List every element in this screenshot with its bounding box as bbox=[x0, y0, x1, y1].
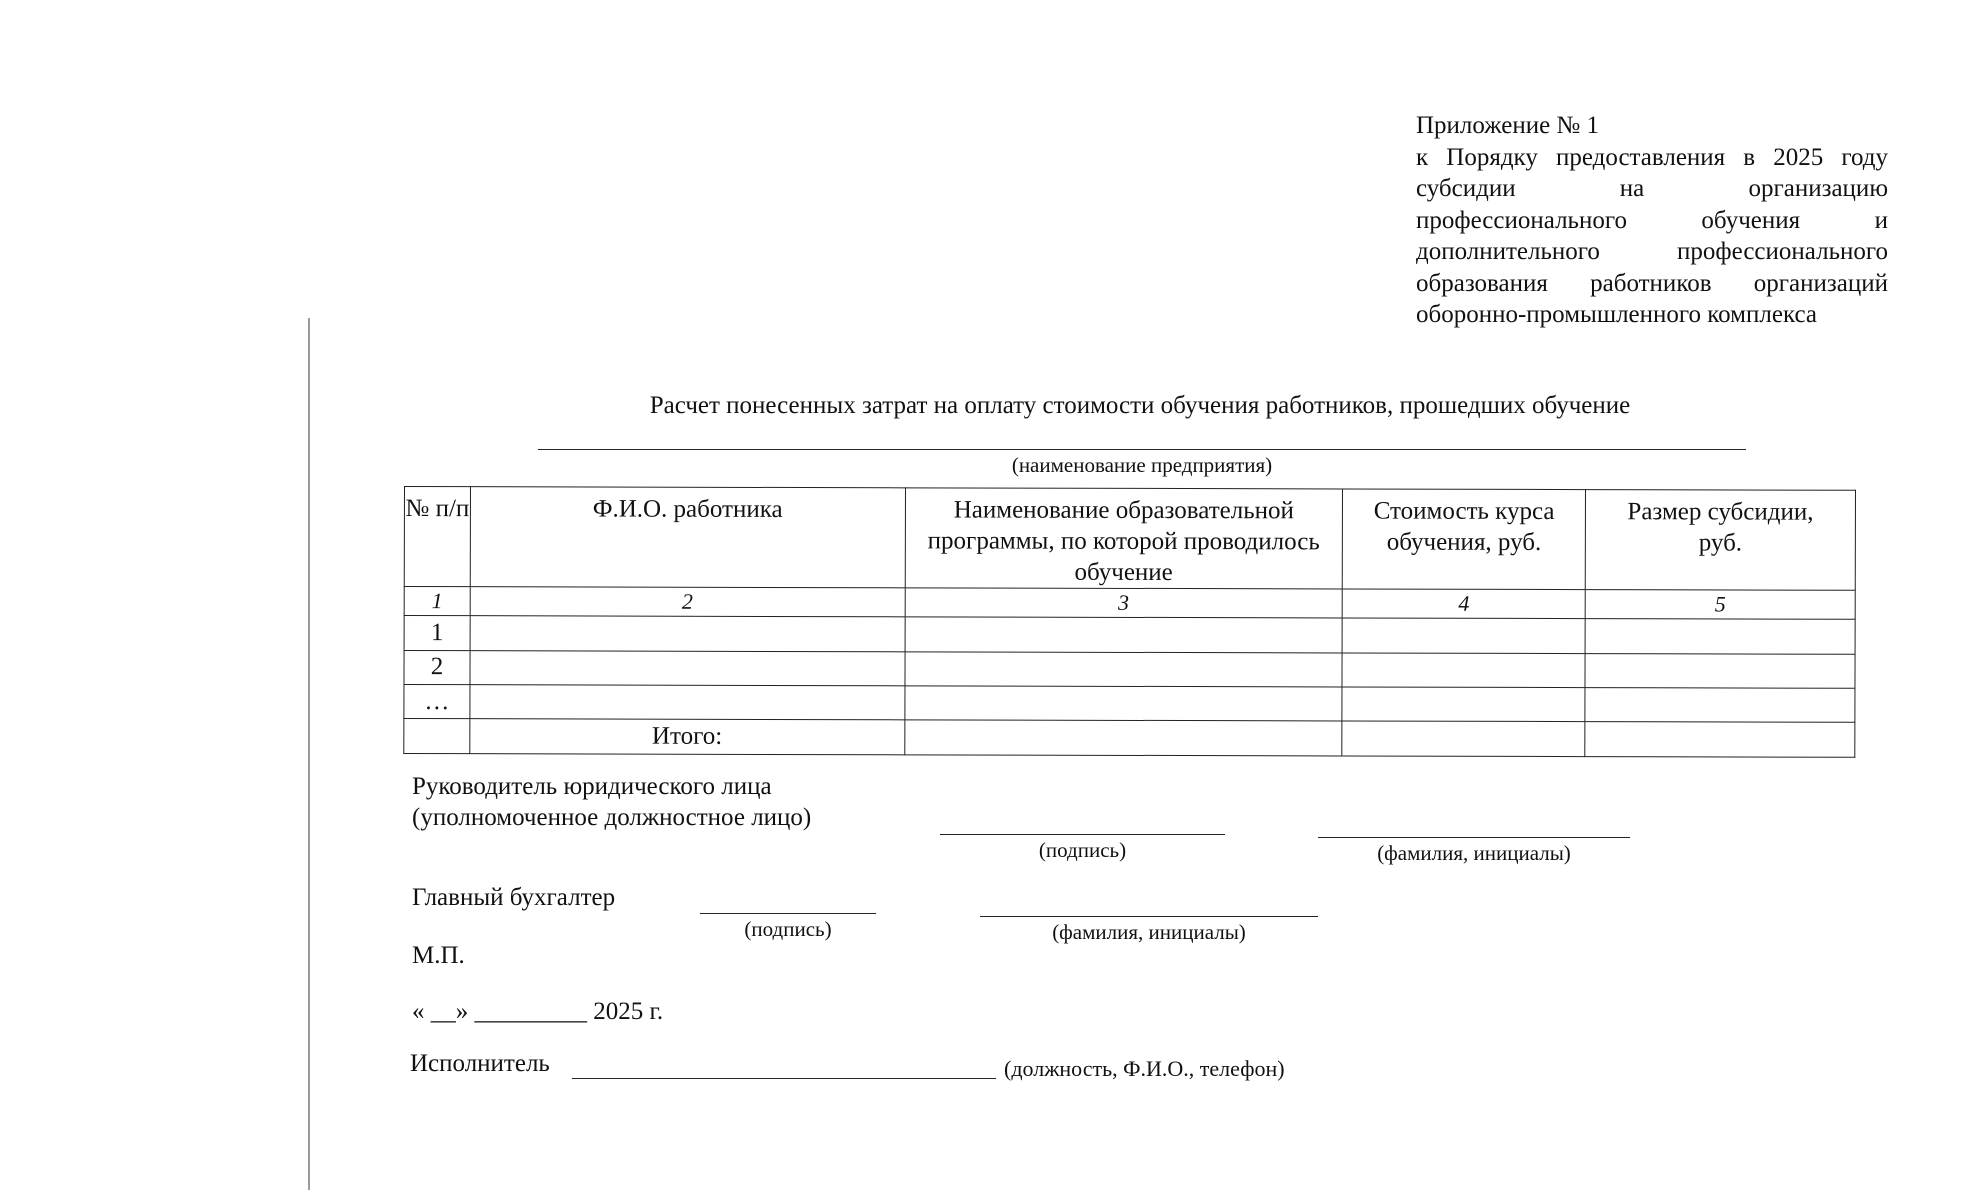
head-title-line: Руководитель юридического лица bbox=[412, 773, 772, 800]
org-name-caption: (наименование предприятия) bbox=[1011, 453, 1273, 477]
head-name-line[interactable] bbox=[1318, 837, 1630, 838]
course-cost-cell[interactable] bbox=[1342, 687, 1585, 722]
accountant-name-line[interactable] bbox=[980, 916, 1318, 917]
appendix-text-line: дополнительного профессионального bbox=[1416, 238, 1888, 265]
total-cost-cell[interactable] bbox=[1342, 721, 1585, 756]
employee-name-cell[interactable] bbox=[470, 685, 905, 721]
cost-table bbox=[403, 486, 1856, 758]
column-number: 1 bbox=[404, 587, 470, 616]
header-subsidy-amount: Размер субсидии, руб. bbox=[1585, 490, 1855, 591]
stamp-placeholder: М.П. bbox=[412, 942, 465, 969]
header-program-name: Наименование образовательной программы, по которой проводилось обучение bbox=[905, 488, 1343, 589]
row-index: 1 bbox=[404, 616, 470, 651]
accountant-name-caption: (фамилия, инициалы) bbox=[1052, 920, 1246, 944]
appendix-text-line: оборонно-промышленного комплекса bbox=[1416, 301, 1817, 328]
row-index: … bbox=[404, 685, 470, 720]
appendix-text-line: образования работников организаций bbox=[1416, 269, 1888, 297]
head-title-line: (уполномоченное должностное лицо) bbox=[412, 804, 812, 831]
accountant-signature-line[interactable] bbox=[700, 913, 876, 914]
header-employee-name: Ф.И.О. работника bbox=[470, 487, 905, 588]
executor-caption: (должность, Ф.И.О., телефон) bbox=[1004, 1056, 1285, 1081]
appendix-text-line: субсидии на организацию bbox=[1416, 175, 1888, 202]
course-cost-cell[interactable] bbox=[1342, 618, 1585, 653]
header-course-cost: Стоимость курса обучения, руб. bbox=[1342, 489, 1585, 590]
org-name-line[interactable] bbox=[538, 449, 1746, 450]
accountant-signature-caption: (подпись) bbox=[744, 917, 832, 941]
scan-edge-line bbox=[308, 318, 310, 1190]
accountant-label: Главный бухгалтер bbox=[412, 884, 616, 911]
subsidy-amount-cell[interactable] bbox=[1585, 653, 1855, 688]
total-label: Итого: bbox=[470, 719, 905, 755]
appendix-number: Приложение № 1 bbox=[1416, 112, 1600, 139]
column-number-row bbox=[404, 587, 1855, 620]
executor-label: Исполнитель bbox=[410, 1050, 550, 1077]
date-line[interactable]: « __» _________ 2025 г. bbox=[412, 998, 664, 1025]
total-subsidy-cell[interactable] bbox=[1585, 722, 1855, 757]
head-signature-caption: (подпись) bbox=[1038, 838, 1127, 862]
column-number: 4 bbox=[1342, 589, 1585, 619]
program-name-cell[interactable] bbox=[905, 617, 1343, 653]
total-row bbox=[404, 719, 1855, 757]
course-cost-cell[interactable] bbox=[1342, 653, 1585, 688]
head-name-caption: (фамилия, инициалы) bbox=[1377, 841, 1571, 865]
head-signature-line[interactable] bbox=[940, 834, 1225, 835]
appendix-header bbox=[1416, 110, 1888, 331]
header-number: № п/п bbox=[404, 487, 470, 587]
subsidy-amount-cell[interactable] bbox=[1585, 619, 1855, 654]
table-row bbox=[404, 650, 1855, 688]
row-index: 2 bbox=[404, 650, 470, 685]
subsidy-amount-cell[interactable] bbox=[1585, 688, 1855, 723]
table-row bbox=[404, 616, 1855, 654]
appendix-text-line: профессионального обучения и bbox=[1416, 206, 1888, 234]
document-title: Расчет понесенных затрат на оплату стоимости обучения работников, прошедших обучение bbox=[649, 392, 1631, 419]
program-name-cell[interactable] bbox=[905, 651, 1343, 687]
total-program-cell[interactable] bbox=[904, 720, 1342, 756]
total-index-cell bbox=[404, 719, 470, 754]
employee-name-cell[interactable] bbox=[470, 616, 905, 652]
column-number: 3 bbox=[905, 588, 1343, 618]
column-number: 5 bbox=[1585, 590, 1855, 620]
employee-name-cell[interactable] bbox=[470, 650, 905, 686]
column-number: 2 bbox=[470, 587, 905, 617]
executor-line[interactable] bbox=[572, 1078, 996, 1079]
head-signatory-label bbox=[412, 771, 811, 833]
table-row bbox=[404, 685, 1855, 723]
table-header-row bbox=[404, 487, 1855, 591]
appendix-text-line: к Порядку предоставления в 2025 году bbox=[1416, 143, 1888, 171]
program-name-cell[interactable] bbox=[904, 686, 1342, 722]
